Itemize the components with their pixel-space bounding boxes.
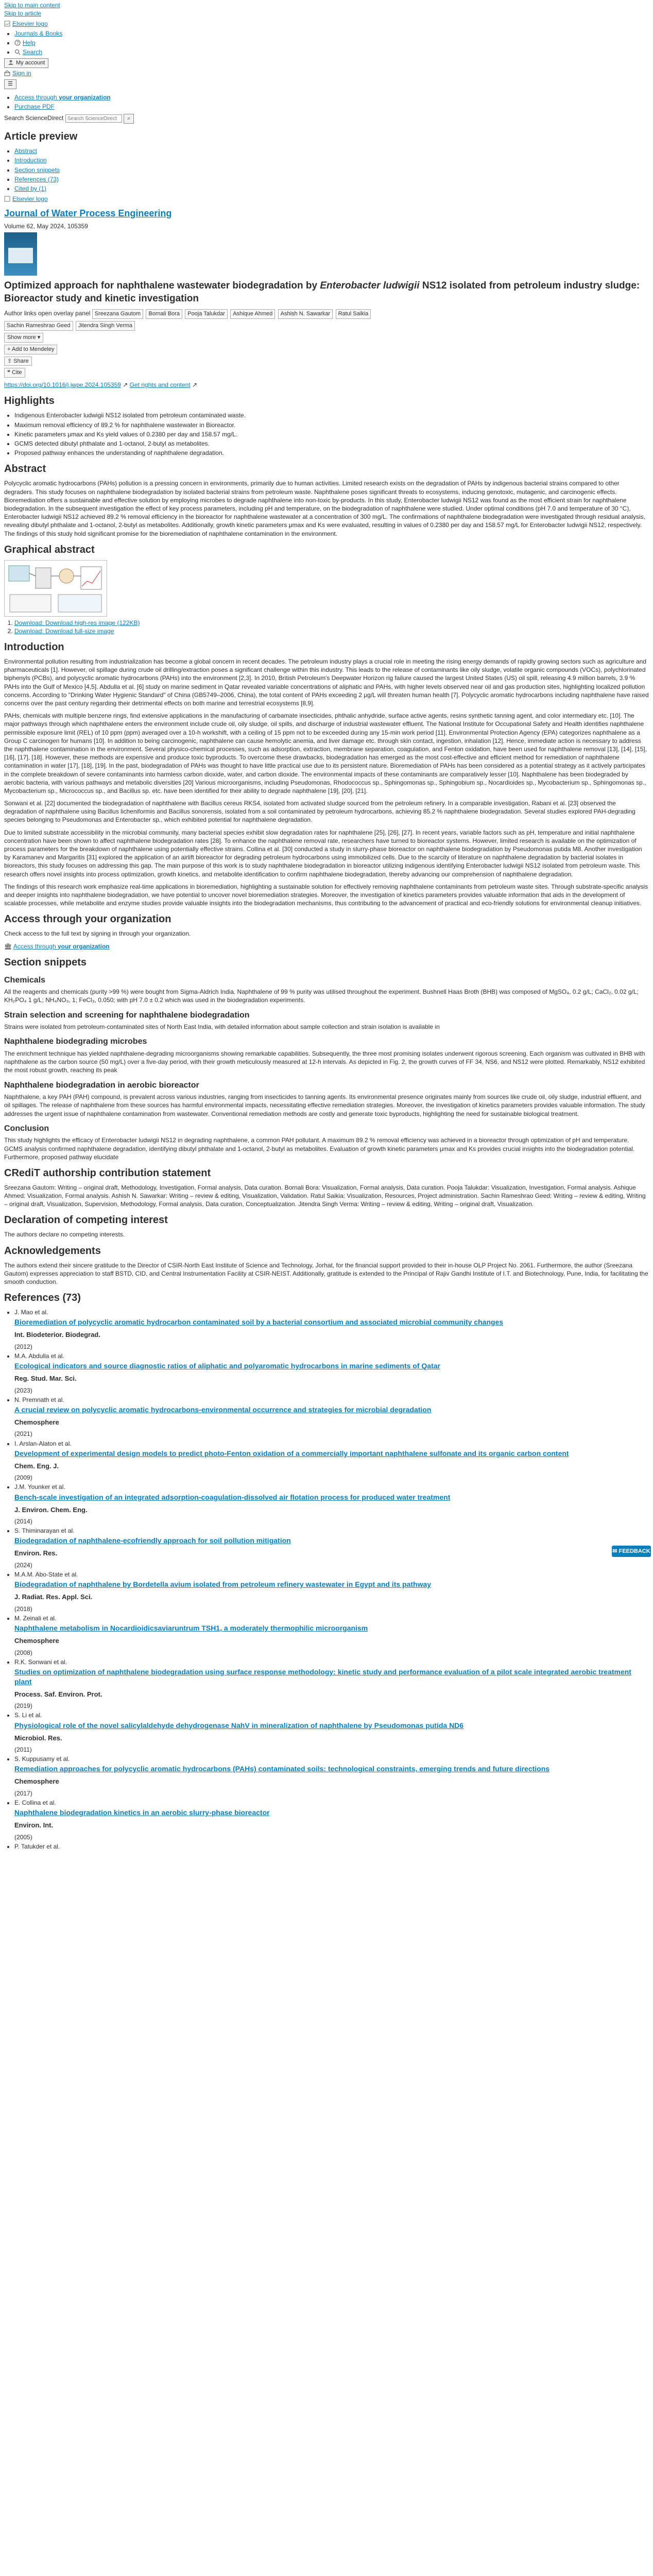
reference-year: (2009) [14, 1474, 32, 1482]
sign-in-link[interactable] [4, 70, 31, 77]
access-org-pre: Access through [13, 942, 58, 950]
sign-in-label: Sign in [12, 69, 31, 77]
reference-authors: • M. Zeinali et al. [14, 1614, 57, 1622]
preview-introduction-link[interactable]: Introduction [14, 157, 47, 164]
show-more-button[interactable] [4, 333, 43, 343]
article-title [4, 280, 649, 305]
author-chip[interactable]: Ratul Saikia [336, 309, 371, 319]
rights-link[interactable]: Get rights and content [129, 381, 191, 389]
highlight-item: • Kinetic parameters μmax and Ks yield values of 0.2380 per day and 158.57 mg/L. [14, 430, 649, 438]
graphical-abstract-downloads [4, 619, 649, 635]
reference-authors: • E. Collina et al. [14, 1799, 56, 1807]
chevron-down-icon: ▾ [37, 334, 41, 341]
preview-abstract-link[interactable]: Abstract [14, 147, 38, 155]
snippets-heading: Section snippets [4, 956, 87, 968]
doi-link[interactable]: https://doi.org/10.1016/j.jwpe.2024.105359 [4, 381, 121, 389]
highlights-list [4, 411, 649, 457]
reference-journal: Chemosphere [14, 1418, 59, 1426]
reference-item [14, 1755, 649, 1798]
menu-toggle[interactable] [4, 78, 649, 90]
reference-item [14, 1614, 649, 1657]
my-account-button[interactable] [4, 58, 48, 68]
reference-authors: • J. Mao et al. [14, 1309, 48, 1316]
access-through-link[interactable] [14, 94, 111, 101]
reference-item [14, 1483, 649, 1526]
author-chip[interactable]: Bornali Bora [146, 309, 182, 319]
user-icon [8, 59, 15, 65]
intro-paragraph: Environmental pollution resulting from industrialization has become a global concern in recent decades. The petroleum industry plays a crucial role in meeting the rising energy demands of rapidly growing sectors such as agriculture and pharmaceuticals [1]. However, oil spillage during crude oil drilling/extraction poses a significant challenge within this industry. This leads to the release of contaminants like oily sludge, volatile organic compounds (VOCs), polychlorinated biphenyls (PCBs), and polycyclic aromatic hydrocarbons (PAHs) into the environment [2,3]. In 2010, British Petroleum's Deepwater Horizon rig failure caused the largest United States (US) oil spill, releasing 4.9 million barrels, 3.9 % PAHs into the Gulf of Mexico [4,5]. Abdulla et al. [6] study on marine sediment in Qatar revealed variable concentrations of aliphatic and PAHs, with higher levels observed near oil and gas production sites, highlighting localized pollution concerns. According to "Drinking Water Hygienic Standard" of China (GB5749–2006, China), the total content of PAHs exceeding 2 μg/L will threaten human health [7]. Polycyclic aromatic hydrocarbons including naphthalene have raised concerns over the past century regarding their detrimental effects on both marine and terrestrial ecosystems [8,9]. [4, 658, 649, 707]
cite-label: Cite [11, 369, 22, 376]
credit-text: Sreezana Gautom: Writing – original draft, Methodology, Investigation, Formal analysis, Data curation. Bornali Bora: Visualization, Formal analysis, Data curation. Pooja Talukdar: Visualization, Investigation, Formal analysis. Ashique Ahmed: Visualization, Formal analysis. Ashish N. Sawarkar: Writing – review & editing, Visualization, Validation. Ratul Saikia: Visualization, Resources, Project administration. Sachin Rameshrao Geed: Writing – review & editing, Writing – original draft, Visualization, Supervision, Methodology, Formal analysis, Data curation, Conceptualization. Jitendra Singh Verma: Writing – review & editing, Writing – original draft, Visualization. [4, 1183, 646, 1208]
download-highres-link[interactable]: Download: Download high-res image (122KB) [14, 619, 140, 626]
intro-paragraph: Due to limited substrate accessibility in the microbial community, many bacterial species exhibit slow degradation rates for naphthalene [25], [26], [27]. In recent years, variable factors such as pH, temperature and initial naphthalene concentration have been shown to affect naphthalene biodegradation rates [28]. To enhance the naphthalene removal rate, researchers have turned to bioreactor systems. However, limited research is available on the optimization of process parameters for the breakdown of naphthalene using potentially effective strains. Collina et al. [30] conducted a study in slurry-phase bioreactor on naphthalene biodegradation by Pseudomonas putida M8. Another investigation by Karamanev and Margaritis [31] explored the application of an airlift bioreactor for degrading petroleum hydrocarbons using immobilized cells. Due to the scarcity of literature on naphthalene degradation by bacterial isolates in bioreactors, this study focuses on addressing this gap. The main purpose of this work is to study naphthalene biodegradation in bioreactor utilizing indigenous identifying Enterobacter ludwigii NS12 isolated from petroleum waste. This research offers novel insights into process optimization, growth kinetics, and metabolite identification to confirm naphthalene biodegradation, thereby advancing our comprehension of naphthalene degradation. [4, 828, 642, 878]
reference-item [14, 1842, 649, 1851]
reference-journal: J. Environ. Chem. Eng. [14, 1505, 88, 1514]
reference-item [14, 1308, 649, 1351]
abstract-text: Polycyclic aromatic hydrocarbons (PAHs) pollution is a pressing concern in environments, primarily due to human activities. Limited research exists on the degradation of PAHs by indigenous bacterial strains compared to other degraders. This study focuses on naphthalene biodegradation by isolated bacterial strains from petroleum waste. Naphthalene poses significant threats to ecosystems, inducing genotoxic, mutagenic, and carcinogenic effects. Bioremediation offers a sustainable and effective solution by employing microbes to degrade naphthalene into non-toxic by-products. In this study, Enterobacter ludwigii NS12 was found as the most efficient strain for naphthalene biodegradation. In the subsequent investigation the effect of key process parameters, including pH and temperature, on the biodegradation of naphthalene were studied. Under optimal conditions (pH 7.0 and temperature of 30 °C), Enterobacter ludwigii NS12 achieved 89.2 % removal efficiency in the bioreactor for naphthalene wastewater at a concentration of 300 mg/L. The confirmations of naphthalene biodegradation were investigated through residual analysis, revealing dibutyl phthalate and 1-octanol, 2-butyl as metabolites. Additionally, growth kinetic parameters μmax and Ks were evaluated, resulting in values of 0.2380 per day and 158.57 mg/L for Enterobacter ludwigii NS12, respectively. The findings of this study hold significant promise for the bioremediation of naphthalene contamination in the environment. [4, 480, 645, 537]
title-species: Enterobacter ludwigii [320, 280, 420, 291]
acknowledgements-heading: Acknowledgements [4, 1245, 101, 1257]
reference-journal: Reg. Stud. Mar. Sci. [14, 1375, 77, 1383]
add-mendeley-label: Add to Mendeley [11, 346, 55, 352]
hamburger-icon: ☰ [8, 81, 13, 88]
conclusion-heading: Conclusion [4, 1124, 49, 1133]
access-org-bold: your organization [57, 942, 110, 950]
highlight-item: • GCMS detected dibutyl phthalate and 1-octanol, 2-butyl as metabolites. [14, 439, 649, 448]
reference-title-link[interactable]: Naphthalene biodegradation kinetics in an aerobic slurry-phase bioreactor [14, 1808, 270, 1817]
intro-paragraph: Sonwani et al. [22] documented the biodegradation of naphthalene with Bacillus cereus RKS4, isolated from activated sludge sourced from the petroleum refinery. In a comparable investigation, Rabani et al. [23] observed the degradation of naphthalene using Bacillus licheniformis and Bacillus sonorensis, isolated from a soil contaminated by petroleum hydrocarbons, achieving 85.2 % naphthalene biodegradation. Several studies explored PAH-degrading species belonging to Pseudomonas and Enterobacter sp., which exhibited potential for naphthalene degradation. [4, 800, 635, 824]
journal-title-link[interactable]: Journal of Water Process Engineering [4, 208, 172, 219]
download-fullsize-link[interactable]: Download: Download full-size image [14, 627, 114, 635]
access-through-label: Access through [14, 94, 57, 101]
cite-button[interactable] [4, 368, 25, 378]
broken-image-icon [4, 196, 11, 202]
article-actions [4, 332, 649, 379]
quote-icon: ❝ [7, 369, 10, 376]
reference-year: (2012) [14, 1343, 32, 1350]
elsevier-mini-logo[interactable] [4, 195, 649, 203]
reference-journal: Microbiol. Res. [14, 1734, 62, 1742]
reference-year: (2014) [14, 1518, 32, 1526]
chemicals-heading: Chemicals [4, 975, 46, 985]
reference-title-link[interactable]: Studies on optimization of naphthalene biodegradation using surface response methodology: kinetic study and performance evaluation of a pilot scale integrated aerobic treatment plant [14, 1667, 631, 1686]
intro-paragraph: The findings of this research work emphasize real-time applications in bioremediation, highlighting a sustainable solution for effectively removing naphthalene contaminants from petroleum waste sites. Through substrate-specific analysis and deeper insights into naphthalene biodegradation, we have potential to uncover novel bioremediation strategies. Moreover, the investigation of kinetics parameters provides valuable information that aids in the development of scalable processes, while metabolite and enzyme studies provide valuable insights into the biodegradation mechanisms, thus contributing to the advancement of practical and eco-friendly solutions for environmental cleanup initiatives. [4, 883, 648, 907]
skip-links [4, 1, 649, 18]
journal-title[interactable] [4, 207, 649, 219]
article-preview-list [4, 147, 649, 193]
reference-item [14, 1352, 649, 1395]
reference-authors: • I. Arslan-Alaton et al. [14, 1439, 72, 1447]
svg-text:?: • ? [16, 40, 19, 45]
reference-year: (2008) [14, 1649, 32, 1656]
search-submit-button[interactable] [124, 114, 134, 124]
author-chip[interactable]: Sreezana Gautom [92, 309, 143, 319]
highlight-item: • Proposed pathway enhances the understanding of naphthalene degradation. [14, 449, 649, 457]
reference-item [14, 1711, 649, 1754]
reference-journal: Environ. Res. [14, 1549, 58, 1557]
author-list [4, 308, 649, 332]
reference-journal: Process. Saf. Environ. Prot. [14, 1690, 102, 1698]
reference-year: (2005) [14, 1833, 32, 1841]
purchase-pdf-link[interactable]: Purchase PDF [14, 103, 55, 111]
reference-journal: Chemosphere [14, 1637, 59, 1645]
search-input[interactable] [65, 114, 122, 123]
help-icon [14, 40, 22, 46]
graphical-abstract-heading: Graphical abstract [4, 544, 95, 555]
broken-image-icon [4, 21, 11, 27]
access-heading: Access through your organization [4, 913, 171, 925]
chat-icon: ✉ [612, 1548, 617, 1554]
search-icon [14, 49, 22, 55]
reference-journal: Environ. Int. [14, 1821, 54, 1829]
reference-authors: • N. Premnath et al. [14, 1396, 64, 1403]
feedback-button[interactable] [612, 1546, 651, 1557]
reference-journal: Chemosphere [14, 1777, 59, 1786]
competing-text: The authors declare no competing interests. [4, 1231, 125, 1239]
access-text: Check access to the full text by signing in through your organization. [4, 930, 191, 938]
reference-year: (2018) [14, 1605, 32, 1613]
elsevier-logo[interactable] [4, 20, 649, 28]
journal-volume: Volume 62, May 2024, 105359 [4, 222, 88, 230]
journal-cover-image[interactable] [4, 232, 37, 276]
reference-authors: • P. Tatukder et al. [14, 1842, 60, 1850]
reference-item [14, 1396, 649, 1438]
reference-year: (2024) [14, 1561, 32, 1569]
add-mendeley-button[interactable] [4, 345, 57, 354]
doi-row [4, 381, 649, 389]
preview-snippets-link[interactable]: Section snippets [14, 166, 60, 174]
strain-heading: Strain selection and screening for naphthalene biodegradation [4, 1010, 250, 1020]
reference-authors: • M.A. Abdulla et al. [14, 1352, 64, 1360]
reference-year: (2023) [14, 1386, 32, 1394]
microbes-text: The enrichment technique has yielded naphthalene-degrading microorganisms showing remarkable capabilities. Subsequently, the three most promising isolates underwent rigorous screening. Each organism was cultivated in BHB with naphthalene as the carbon source (50 mg/L) over a five-day period, with their growth meticulously measured at 12-h intervals. As depicted in Fig. 2, the growth curves of FF 34, NS6, and NS12 were plotted. Remarkably, NS12 exhibited the most robust growth, reaching its peak [4, 1050, 645, 1074]
author-chip[interactable]: Pooja Talukdar [185, 309, 228, 319]
help-link[interactable] [14, 39, 36, 46]
graphical-abstract-image[interactable] [4, 560, 107, 617]
account-area [4, 57, 649, 77]
access-org-link[interactable] [13, 943, 110, 950]
reference-item [14, 1439, 649, 1482]
preview-references-link[interactable]: References (73) [14, 175, 59, 183]
reference-title-link[interactable]: Development of experimental design models to predict photo-Fenton oxidation of a commercially important naphthalene sulfonate and its organic carbon content [14, 1449, 569, 1458]
reference-item [14, 1799, 649, 1841]
search-bar [4, 113, 649, 125]
search-submit-icon: ⌕ [127, 115, 131, 122]
elsevier-mini-link[interactable]: Elsevier logo [12, 195, 48, 203]
article-preview-heading: Article preview [4, 131, 78, 143]
reference-title-link[interactable]: Ecological indicators and source diagnostic ratios of aliphatic and polyaromatic hydrocarbons in marine sediments of Qatar [14, 1362, 440, 1370]
access-links [4, 93, 649, 111]
journals-books-link[interactable]: Journals & Books [14, 29, 63, 37]
reference-year: (2021) [14, 1430, 32, 1438]
reference-year: (2017) [14, 1789, 32, 1797]
your-organization-label: your organization [59, 94, 111, 101]
title-part-1: Optimized approach for naphthalene wastewater biodegradation by [4, 280, 320, 291]
abstract-heading: Abstract [4, 463, 46, 475]
nav-journals-books[interactable] [4, 29, 649, 57]
microbes-heading: Naphthalene biodegrading microbes [4, 1037, 147, 1046]
reference-year: (2019) [14, 1702, 32, 1710]
reference-authors: • S. Li et al. [14, 1711, 42, 1719]
title-part-2: NS12 isolated from petroleum industry sludge: Bioreactor study and kinetic investigation [4, 280, 640, 304]
reference-item [14, 1527, 649, 1569]
reference-item [14, 1570, 649, 1613]
reference-title-link[interactable]: A crucial review on polycyclic aromatic hydrocarbons-environmental occurrence and strategies for microbial degradation [14, 1405, 432, 1414]
reference-journal: Int. Biodeterior. Biodegrad. [14, 1331, 100, 1339]
reference-authors: • S. Kuppusamy et al. [14, 1755, 70, 1763]
help-label: Help [23, 39, 36, 46]
search-link[interactable] [14, 48, 42, 56]
reference-journal: Chem. Eng. J. [14, 1462, 59, 1470]
acknowledgements-text: The authors extend their sincere gratitude to the Director of CSIR-North East Institute of Science and Technology, Jorhat, for the financial support provided to their in-house OLP Project No. 2061. Furthermore, the author (Sreezana Gautom) expresses appreciation to staff BSTD, CID, and Central Instrumentation Facility at CSIR-NEIST. Additionally, gratitude is extended to the Principal of Rajiv Gandhi Institute of I.T. and Biotechnology, Pune, India, for facilitating the smooth conduction. [4, 1261, 648, 1286]
references-heading: References (73) [4, 1292, 81, 1304]
reference-title-link[interactable]: Biodegradation of naphthalene-ecofriendly approach for soil pollution mitigation [14, 1536, 291, 1545]
my-account-label: My account [16, 60, 45, 66]
reference-title-link[interactable]: Bench-scale investigation of an integrated adsorption-coagulation-dissolved air flotation process for produced water treatment [14, 1493, 451, 1501]
reference-title-link[interactable]: Remediation approaches for polycyclic aromatic hydrocarbons (PAHs) contaminated soils: technological constraints, emerging trends and future directions [14, 1765, 550, 1773]
reference-authors: • R.K. Sonwani et al. [14, 1658, 67, 1666]
institution-icon: 🏛 [4, 942, 12, 950]
plus-icon: + [7, 346, 11, 352]
related-heading: Naphthalene biodegradation in aerobic bioreactor [4, 1080, 199, 1090]
show-more-label: Show more [7, 334, 36, 341]
share-icon: ⇪ [7, 358, 12, 364]
search-label-text: Search ScienceDirect [4, 114, 64, 122]
highlight-item: • Maximum removal efficiency of 89.2 % for naphthalene wastewater in Bioreactor. [14, 421, 649, 429]
conclusion-text: This study highlights the efficacy of Enterobacter ludwigii NS12 in degrading naphthalene, a common PAH pollutant. A maximum 89.2 % removal efficiency was achieved in a bioreactor through optimization of pH and temperature. GCMS analysis confirmed naphthalene degradation, identifying dibutyl phthalate and 1-octanol, 2-butyl as metabolites. Evaluation of growth kinetic parameters μmax and Ks provides crucial insights into the biodegradation potential. Furthermore, proposed pathway elucidate [4, 1137, 635, 1161]
author-chip[interactable]: Sachin Rameshrao Geed [4, 321, 73, 331]
reference-title-link[interactable]: Naphthalene metabolism in Nocardioidicsaviaruntrum TSH1, a moderately thermophilic microorganism [14, 1624, 368, 1633]
introduction-heading: Introduction [4, 641, 64, 653]
related-text: Naphthalene, a key PAH (PAH) compound, is prevalent across various industries, ranging from insecticides to tanning agents. Its environmental presence originates mainly from sources like crude oil, oily sludge, industrial effluent, and oil spillages. The release of naphthalene from these sources has harmful environmental impacts, necessitating effective remediation strategies. Moreover, the investigation of kinetics parameters provides valuable information. The study addresses the urgent issue of naphthalene contamination from wastewater. Conventional remediation methods are costly and generate toxic byproducts, highlighting the need for sustainable biological treatment. [4, 1093, 645, 1117]
references-list [4, 1308, 649, 1851]
elsevier-logo-link[interactable]: Elsevier logo [12, 20, 48, 28]
reference-title-link[interactable]: Bioremediation of polycyclic aromatic hydrocarbon contaminated soil by a bacterial consortium and associated microbial community changes [14, 1318, 504, 1327]
intro-paragraph: PAHs, chemicals with multiple benzene rings, find extensive applications in the manufacturing of carbamate insecticides, phthalic anhydride, surface active agents, resins synthetic tanning agent, and color intermediary etc. [10]. The major pathways through which naphthalene enters the environment include crude oil, oily sludge, oil spills, and discharge of industrial wastewater effluent. The National Institute for Occupational Safety and Health identifies naphthalene permissible exposure limit (REL) of 10 ppm (ppm) averaged over a 10-h workshift, with a ceiling of 15 ppm not to be exceeded during any 15-min work period [11]. Environmental Protection Agency (EPA) categorizes naphthalene as a Group C carcinogen for humans [10]. In addition to being carcinogenic, naphthalene can cause hemolytic anemia, and liver damage etc. through skin contact, ingestion, inhalation [12]. Hence, immediate action is necessary to address the naphthalene contamination in the environment. Several physico-chemical processes, such as adsorption, extraction, membrane separation, coagulation, and Fenton oxidation, have been used for naphthalene removal [13], [14], [15], [16], [17], [18]. However, these methods are expensive and produce toxic byproducts. To overcome these drawbacks, biodegradation has emerged as the most cost-effective and efficient method for remediation of naphthalene contamination in water [17], [18], [19]. In the past, biodegradation of PAHs was thought to have little practical use due to its persistent nature. Bioremediation of PAHs has been considered as a potential strategy as it actively participates in the complete breakdown of severe contaminants into harmless carbon dioxide, water, and carbon dioxide. The environmental impacts of these contaminants are comparatively lesser [10]. Naphthalene has been biodegraded by aerobic bacteria, with various pathways and metabolic diversities [20] Various microorganisms, including Pseudomonas, Rhodococcus sp., Sphingomonas sp., Sphingobium sp., Nocardioides sp., Mycobacterium sp., Sphingomonas sp., Mycobacterium sp., Micrococcus sp., and Bacillus sp. etc. have been identified for their ability to degrade naphthalene [19], [20], [21]. [4, 712, 647, 794]
reference-authors: • J.M. Younker et al. [14, 1483, 65, 1491]
credit-heading: CRediT authorship contribution statement [4, 1167, 211, 1179]
reference-authors: • S. Thiminarayan et al. [14, 1527, 75, 1535]
chemicals-text: All the reagents and chemicals (purity >99 %) were bought from Sigma-Aldrich India. Naphthalene of 99 % purity was utilised throughout the experiment. Bushnell Haas Broth (BHB) was composed of MgSO₄, 0.2 g/L; CaCl₂, 0.02 g/L; KH₂PO₄ 1 g/L; NH₄NO₃, 1; FeCl₃, 0.050; with pH 7.0 ± 0.2 which was used in the biodegradation experiments. [4, 988, 639, 1004]
reference-item [14, 1658, 649, 1710]
reference-year: (2011) [14, 1746, 32, 1754]
strain-text: Strains were isolated from petroleum-contaminated sites of North East India, with detailed information about sample collection and strain isolation is available in [4, 1023, 440, 1031]
reference-title-link[interactable]: Biodegradation of naphthalene by Bordetella avium isolated from petroleum refinery wastewater in Egypt and its pathway [14, 1580, 432, 1589]
skip-article-link[interactable]: Skip to article [4, 10, 42, 18]
reference-authors: • M.A.M. Abo-State et al. [14, 1571, 78, 1579]
author-links-label: Author links open overlay panel [4, 310, 91, 317]
highlight-item: • Indigenous Enterobacter ludwigii NS12 isolated from petroleum contaminated waste. [14, 411, 649, 419]
institution-icon [4, 70, 11, 76]
top-navigation [4, 20, 649, 90]
access-org-row [4, 942, 649, 951]
skip-main-link[interactable]: Skip to main content [4, 2, 60, 9]
highlights-heading: Highlights [4, 395, 55, 407]
competing-heading: Declaration of competing interest [4, 1214, 168, 1226]
external-link-icon: ↗ [192, 381, 198, 389]
author-chip[interactable]: Jitendra Singh Verma [76, 321, 135, 331]
menu-button[interactable] [4, 79, 16, 89]
author-chip[interactable]: Ashish N. Sawarkar [278, 309, 333, 319]
feedback-label: FEEDBACK [618, 1548, 650, 1554]
reference-journal: J. Radiat. Res. Appl. Sci. [14, 1593, 93, 1601]
share-label: Share [13, 358, 29, 364]
external-link-icon: ↗ [123, 381, 128, 389]
reference-title-link[interactable]: Physiological role of the novel salicylaldehyde dehydrogenase NahV in mineralization of naphthalene by Pseudomonas putida ND6 [14, 1721, 464, 1730]
preview-cited-by-link[interactable]: Cited by (1) [14, 184, 47, 192]
share-button[interactable] [4, 357, 32, 366]
search-label: Search [23, 48, 43, 56]
author-chip[interactable]: Ashique Ahmed [230, 309, 275, 319]
